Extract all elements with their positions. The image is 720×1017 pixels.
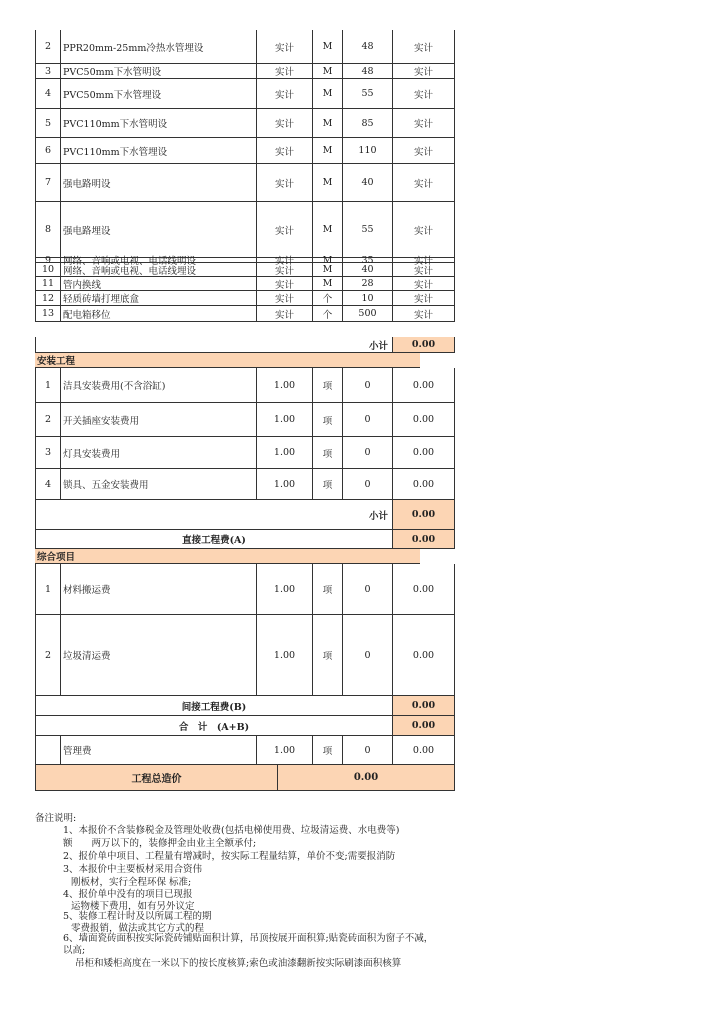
item-unit: M bbox=[313, 202, 343, 257]
item-number: 9 bbox=[35, 258, 61, 262]
item-name: 洁具安装费用(不含浴缸) bbox=[61, 368, 257, 402]
combined-total-label: 合 计 (A+B) bbox=[35, 716, 393, 735]
table-row bbox=[35, 79, 455, 109]
item-price: 110 bbox=[343, 138, 393, 163]
item-total: 0.00 bbox=[393, 403, 455, 436]
item-number: 1 bbox=[35, 368, 61, 402]
item-quantity: 实计 bbox=[257, 64, 313, 78]
item-quantity: 实计 bbox=[257, 263, 313, 276]
item-quantity: 实计 bbox=[257, 30, 313, 63]
item-unit: M bbox=[313, 30, 343, 63]
item-number: 3 bbox=[35, 64, 61, 78]
section2-title: 安装工程 bbox=[35, 353, 420, 368]
item-unit: M bbox=[313, 64, 343, 78]
item-unit: M bbox=[313, 138, 343, 163]
direct-cost-value: 0.00 bbox=[393, 530, 455, 548]
table-row bbox=[35, 437, 455, 469]
table-row bbox=[35, 202, 455, 258]
note-line: 额 两万以下的，装修押金由业主全额承付; bbox=[63, 838, 257, 849]
direct-cost-label: 直接工程费(A) bbox=[35, 530, 393, 548]
item-number: 3 bbox=[35, 437, 61, 468]
item-name: 灯具安装费用 bbox=[61, 437, 257, 468]
item-number: 8 bbox=[35, 202, 61, 257]
management-fee-row bbox=[35, 736, 455, 765]
item-quantity: 1.00 bbox=[257, 437, 313, 468]
item-total: 实计 bbox=[393, 30, 455, 63]
subtotal1-value: 0.00 bbox=[393, 337, 455, 352]
note-line: 3、本报价中主要板材采用合资伟 bbox=[63, 864, 203, 875]
item-total: 0.00 bbox=[393, 469, 455, 499]
item-name: 网络、音响或电视、电话线明设 bbox=[61, 258, 257, 262]
indirect-cost-label: 间接工程费(B) bbox=[35, 696, 393, 715]
item-price: 48 bbox=[343, 30, 393, 63]
item-unit: M bbox=[313, 263, 343, 276]
item-unit: M bbox=[313, 109, 343, 137]
item-unit: M bbox=[313, 79, 343, 108]
item-price: 10 bbox=[343, 291, 393, 305]
item-price: 48 bbox=[343, 64, 393, 78]
item-unit: 项 bbox=[313, 368, 343, 402]
indirect-cost-value: 0.00 bbox=[393, 696, 455, 715]
subtotal1-label: 小计 bbox=[35, 337, 393, 352]
item-total: 实计 bbox=[393, 291, 455, 305]
item-price: 35 bbox=[343, 258, 393, 262]
item-number: 13 bbox=[35, 306, 61, 321]
item-quantity: 实计 bbox=[257, 138, 313, 163]
grand-total-label: 工程总造价 bbox=[35, 765, 278, 790]
item-total: 0.00 bbox=[393, 615, 455, 695]
table-row bbox=[35, 263, 455, 277]
item-name: PVC50mm下水管埋设 bbox=[61, 79, 257, 108]
item-total: 0.00 bbox=[393, 368, 455, 402]
table-row bbox=[35, 64, 455, 79]
item-unit: 项 bbox=[313, 437, 343, 468]
item-quantity: 实计 bbox=[257, 258, 313, 262]
subtotal1-row bbox=[35, 337, 455, 353]
management-fee-unit: 项 bbox=[313, 736, 343, 764]
item-number: 2 bbox=[35, 615, 61, 695]
item-number: 4 bbox=[35, 469, 61, 499]
note-line: 以高; bbox=[63, 945, 86, 956]
item-number: 7 bbox=[35, 164, 61, 201]
item-unit: 个 bbox=[313, 291, 343, 305]
item-price: 0 bbox=[343, 403, 393, 436]
item-number: 11 bbox=[35, 277, 61, 290]
item-quantity: 实计 bbox=[257, 291, 313, 305]
item-quantity: 实计 bbox=[257, 202, 313, 257]
item-unit: 项 bbox=[313, 564, 343, 614]
table-row bbox=[35, 109, 455, 138]
direct-cost-row bbox=[35, 530, 455, 549]
combined-total-row bbox=[35, 716, 455, 736]
item-quantity: 1.00 bbox=[257, 564, 313, 614]
item-total: 实计 bbox=[393, 138, 455, 163]
item-total: 实计 bbox=[393, 306, 455, 321]
item-total: 0.00 bbox=[393, 437, 455, 468]
item-unit: 项 bbox=[313, 615, 343, 695]
item-name: 强电路明设 bbox=[61, 164, 257, 201]
item-quantity: 1.00 bbox=[257, 469, 313, 499]
item-price: 500 bbox=[343, 306, 393, 321]
item-number: 1 bbox=[35, 564, 61, 614]
item-price: 85 bbox=[343, 109, 393, 137]
item-name: PVC50mm下水管明设 bbox=[61, 64, 257, 78]
item-name: 网络、音响或电视、电话线埋设 bbox=[61, 263, 257, 276]
management-fee-qty: 1.00 bbox=[257, 736, 313, 764]
table-row bbox=[35, 277, 455, 291]
item-quantity: 1.00 bbox=[257, 403, 313, 436]
note-line: 运物楼下费用，如有另外议定 bbox=[71, 901, 195, 912]
item-quantity: 1.00 bbox=[257, 368, 313, 402]
management-fee-name: 管理费 bbox=[61, 736, 257, 764]
management-fee-total: 0.00 bbox=[393, 736, 455, 764]
item-total: 实计 bbox=[393, 202, 455, 257]
item-unit: M bbox=[313, 258, 343, 262]
combined-total-value: 0.00 bbox=[393, 716, 455, 735]
item-name: 材料搬运费 bbox=[61, 564, 257, 614]
item-total: 实计 bbox=[393, 79, 455, 108]
table-row bbox=[35, 469, 455, 500]
item-number: 2 bbox=[35, 403, 61, 436]
indirect-cost-row bbox=[35, 696, 455, 716]
item-number: 4 bbox=[35, 79, 61, 108]
item-price: 55 bbox=[343, 202, 393, 257]
item-total: 实计 bbox=[393, 263, 455, 276]
table-row bbox=[35, 306, 455, 322]
subtotal2-label: 小计 bbox=[35, 500, 393, 529]
item-price: 0 bbox=[343, 437, 393, 468]
item-name: 锁具、五金安装费用 bbox=[61, 469, 257, 499]
item-total: 实计 bbox=[393, 277, 455, 290]
item-total: 实计 bbox=[393, 258, 455, 262]
note-line: 5、装修工程计时及以所属工程的期 bbox=[63, 911, 212, 922]
item-quantity: 实计 bbox=[257, 306, 313, 321]
management-fee-price: 0 bbox=[343, 736, 393, 764]
item-price: 0 bbox=[343, 615, 393, 695]
note-line: 1、本报价不含装修税金及管理处收费(包括电梯使用费、垃圾清运费、水电费等) bbox=[63, 825, 400, 836]
note-line: 吊柜和矮柜高度在一米以下的按长度核算;索色或油漆翻新按实际刷漆面积核算 bbox=[75, 958, 402, 969]
item-unit: M bbox=[313, 277, 343, 290]
item-quantity: 实计 bbox=[257, 79, 313, 108]
item-number: 5 bbox=[35, 109, 61, 137]
item-name: 轻质砖墙打埋底盒 bbox=[61, 291, 257, 305]
item-name: 管内换线 bbox=[61, 277, 257, 290]
item-unit: M bbox=[313, 164, 343, 201]
item-number: 12 bbox=[35, 291, 61, 305]
table-row bbox=[35, 30, 455, 64]
table-row bbox=[35, 138, 455, 164]
item-price: 0 bbox=[343, 469, 393, 499]
note-line: 4、报价单中没有的项目已现报 bbox=[63, 889, 193, 900]
note-line: 6、墙面瓷砖面积按实际瓷砖铺贴面积计算，吊顶按展开面积算;贴瓷砖面积为窗子不减， bbox=[63, 933, 434, 944]
item-total: 实计 bbox=[393, 109, 455, 137]
grand-total-row bbox=[35, 765, 455, 791]
item-quantity: 1.00 bbox=[257, 615, 313, 695]
item-unit: 个 bbox=[313, 306, 343, 321]
item-number: 2 bbox=[35, 30, 61, 63]
item-name: PVC110mm下水管埋设 bbox=[61, 138, 257, 163]
item-name: PVC110mm下水管明设 bbox=[61, 109, 257, 137]
management-fee-no bbox=[35, 736, 61, 764]
item-total: 实计 bbox=[393, 164, 455, 201]
item-unit: 项 bbox=[313, 403, 343, 436]
item-name: 配电箱移位 bbox=[61, 306, 257, 321]
item-price: 40 bbox=[343, 164, 393, 201]
item-total: 0.00 bbox=[393, 564, 455, 614]
subtotal2-value: 0.00 bbox=[393, 500, 455, 529]
grand-total-value: 0.00 bbox=[278, 765, 455, 790]
notes-title: 备注说明: bbox=[35, 813, 77, 824]
item-unit: 项 bbox=[313, 469, 343, 499]
item-quantity: 实计 bbox=[257, 277, 313, 290]
item-name: 强电路埋设 bbox=[61, 202, 257, 257]
item-name: 开关插座安装费用 bbox=[61, 403, 257, 436]
item-price: 40 bbox=[343, 263, 393, 276]
item-price: 0 bbox=[343, 368, 393, 402]
table-row bbox=[35, 615, 455, 696]
table-row bbox=[35, 291, 455, 306]
item-name: 垃圾清运费 bbox=[61, 615, 257, 695]
note-line: 零费报销，做法或其它方式的程 bbox=[71, 923, 205, 934]
item-number: 10 bbox=[35, 263, 61, 276]
item-number: 6 bbox=[35, 138, 61, 163]
table-row bbox=[35, 164, 455, 202]
item-price: 0 bbox=[343, 564, 393, 614]
item-price: 55 bbox=[343, 79, 393, 108]
item-quantity: 实计 bbox=[257, 164, 313, 201]
table-row bbox=[35, 403, 455, 437]
item-price: 28 bbox=[343, 277, 393, 290]
section3-title: 综合项目 bbox=[35, 549, 420, 564]
note-line: 2、报价单中项目、工程量有增减时，按实际工程量结算，单价不变;需要报消防 bbox=[63, 851, 396, 862]
note-line: 刚板材，实行全程环保 标准; bbox=[71, 877, 192, 888]
item-name: PPR20mm-25mm冷热水管埋设 bbox=[61, 30, 257, 63]
table-row bbox=[35, 368, 455, 403]
subtotal2-row bbox=[35, 500, 455, 530]
item-quantity: 实计 bbox=[257, 109, 313, 137]
table-row bbox=[35, 564, 455, 615]
item-total: 实计 bbox=[393, 64, 455, 78]
